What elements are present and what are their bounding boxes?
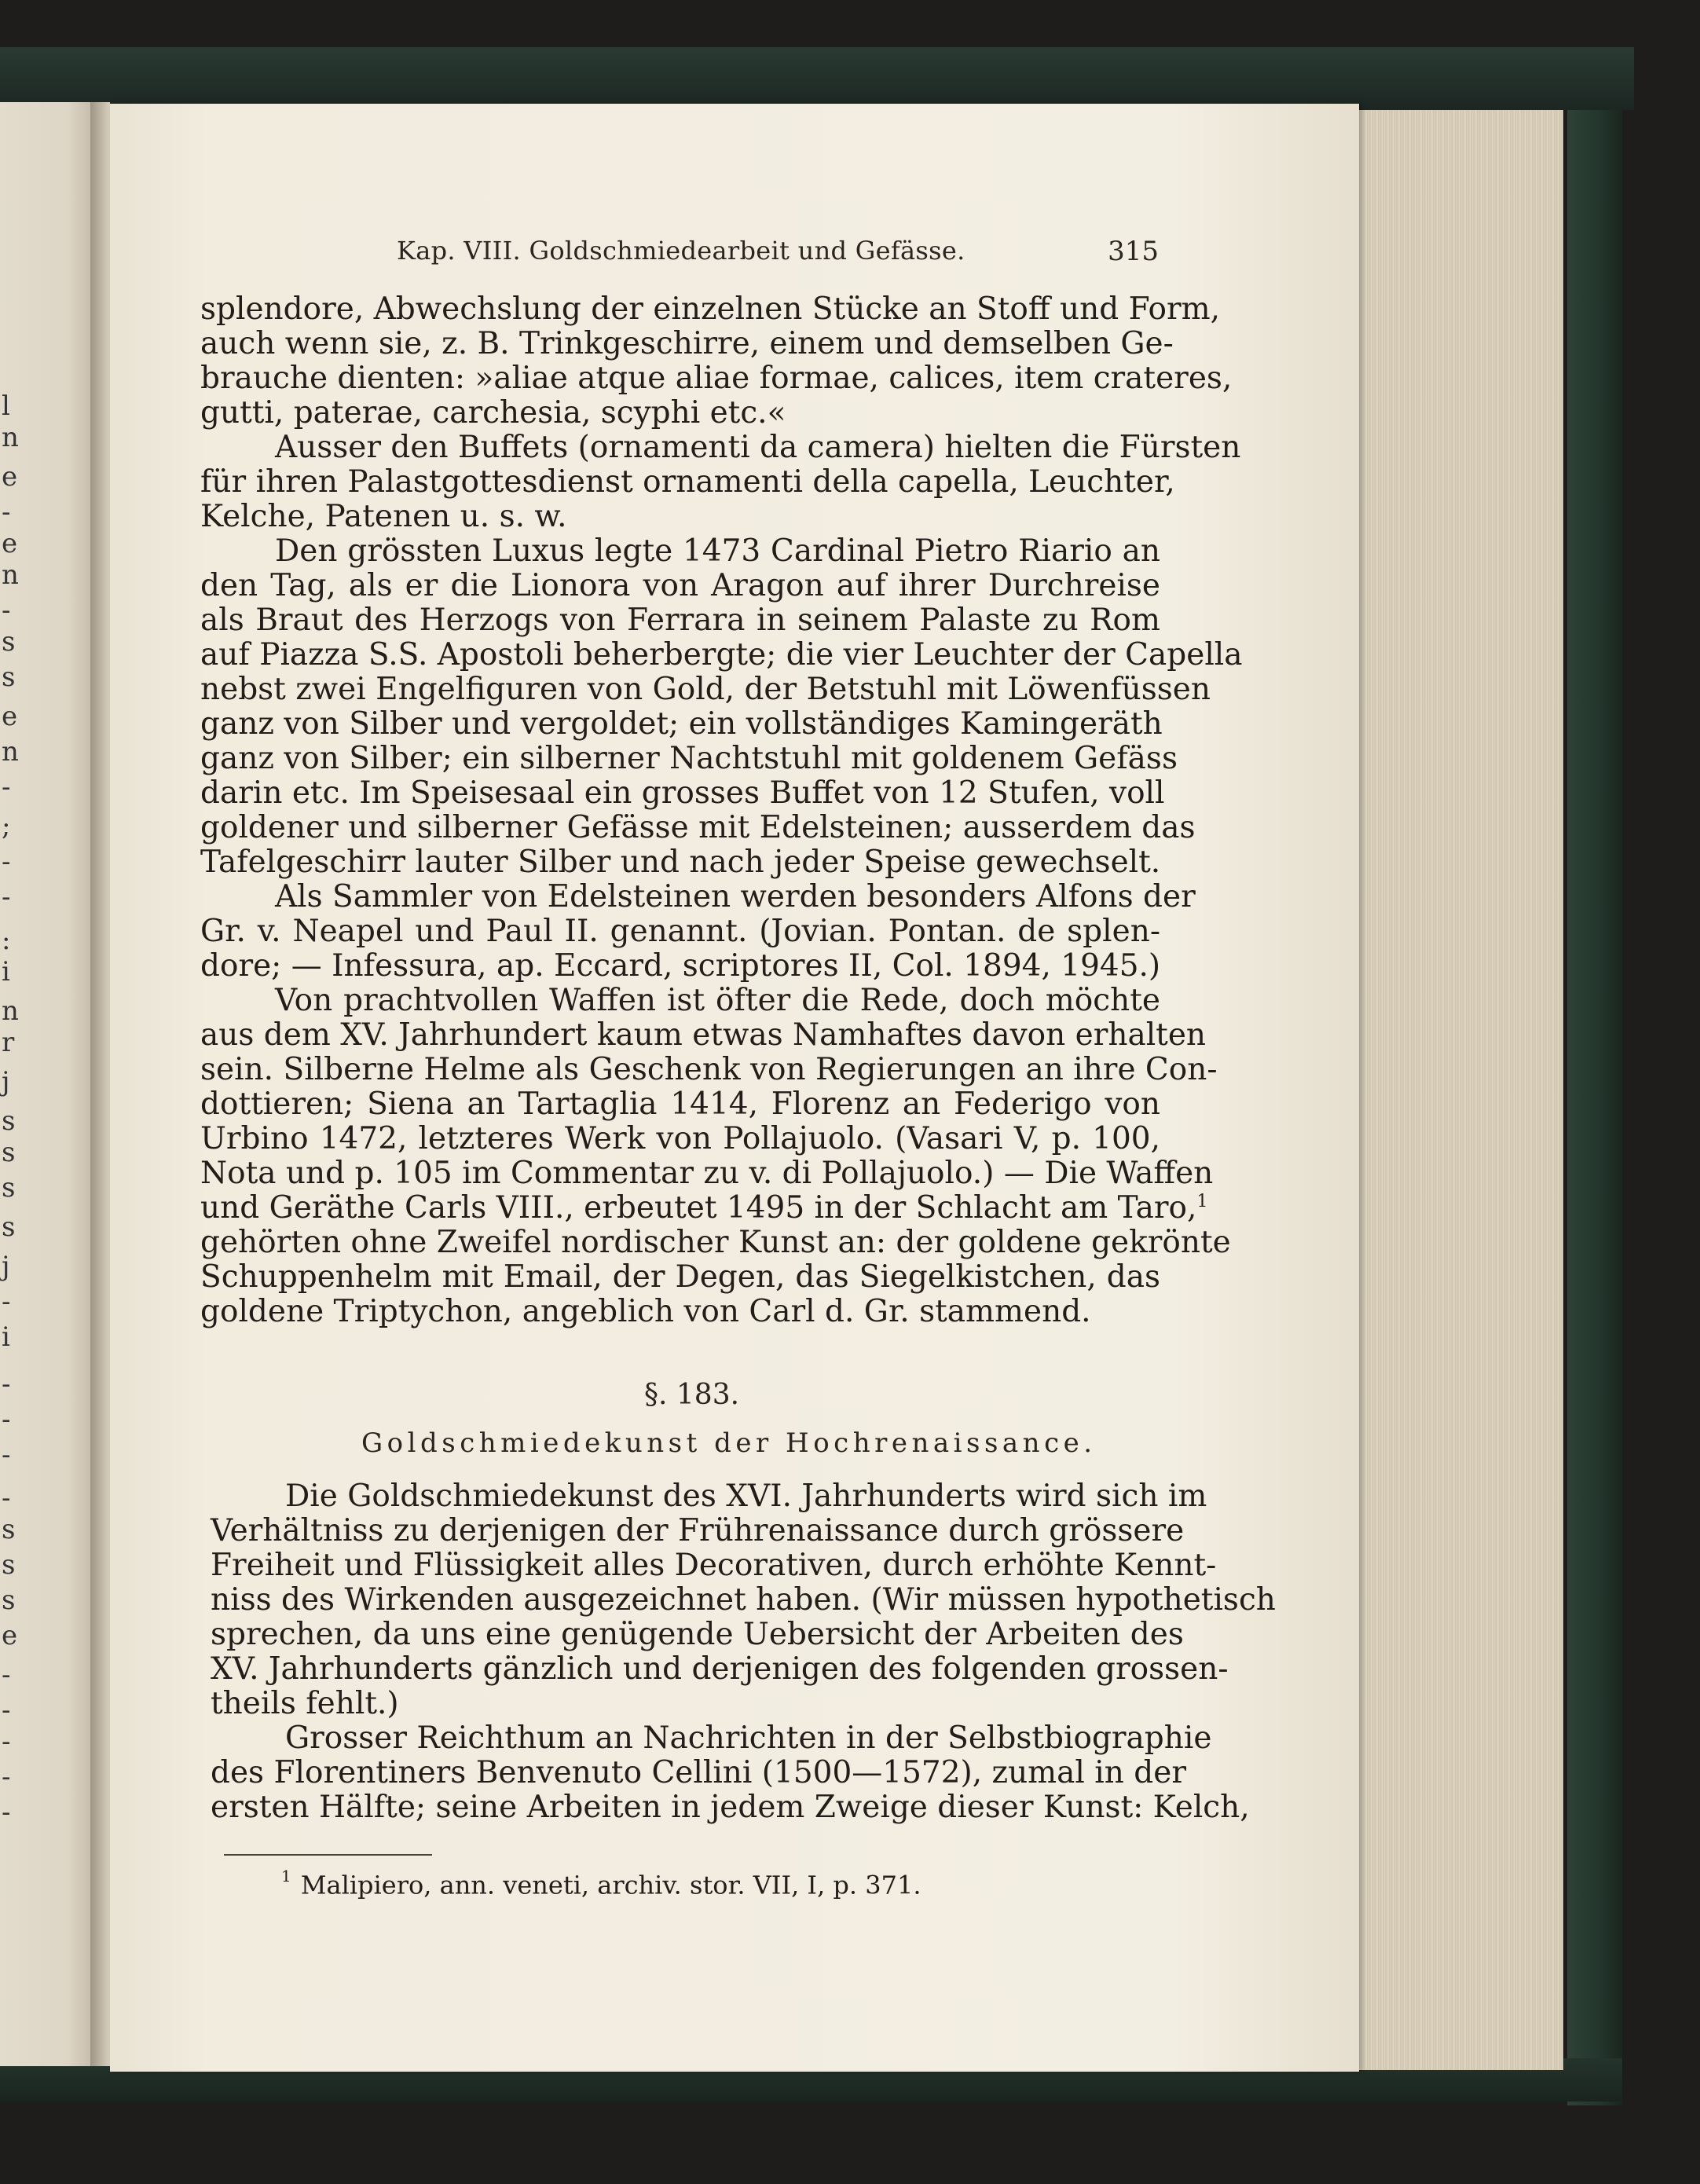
text-line-content: goldener und silberner Gefässe mit Edelsteinen; ausserdem das: [200, 810, 1196, 845]
text-line-content: Schuppenhelm mit Email, der Degen, das Siegelkistchen, das: [200, 1259, 1160, 1295]
text-line: [211, 1755, 1186, 1790]
margin-character: s: [2, 1105, 16, 1137]
text-line-content: des Florentiners Benvenuto Cellini (1500—1572), zumal in der: [211, 1755, 1186, 1790]
text-line: [200, 741, 1178, 776]
text-line: [200, 464, 1175, 500]
text-line: [211, 1548, 1217, 1583]
text-line: [211, 1651, 1229, 1687]
text-line: [200, 1156, 1214, 1191]
text-line-content: den Tag, als er die Lionora von Aragon auf ihrer Durchreise: [200, 568, 1160, 603]
margin-character: n: [2, 736, 19, 768]
text-line: [211, 1513, 1185, 1548]
margin-character: s: [2, 1514, 16, 1545]
margin-character: s: [2, 626, 16, 658]
text-line-content: Kelche, Patenen u. s. w.: [200, 499, 567, 534]
footnote-rule: [224, 1854, 432, 1856]
text-line: [200, 706, 1163, 742]
text-line: [200, 1260, 1160, 1295]
text-line: [200, 1190, 1208, 1226]
text-line-content: niss des Wirkenden ausgezeichnet haben. (Wir müssen hypothetisch: [211, 1582, 1276, 1618]
margin-character: s: [2, 661, 16, 693]
footnote-text: Malipiero, ann. veneti, archiv. stor. VII, I, p. 371.: [300, 1870, 921, 1900]
text-line: [200, 500, 1160, 534]
margin-character: j: [2, 1251, 10, 1282]
margin-character: -: [2, 1726, 11, 1757]
text-line-content: sprechen, da uns eine genügende Uebersicht der Arbeiten des: [211, 1617, 1184, 1652]
running-header: [283, 236, 1159, 271]
margin-character: e: [2, 1620, 18, 1651]
text-line-content: ganz von Silber; ein silberner Nachtstuhl mit goldenem Gefäss: [200, 741, 1178, 776]
text-line-content: nebst zwei Engelfiguren von Gold, der Betstuhl mit Löwenfüssen: [200, 672, 1211, 707]
margin-character: -: [2, 1482, 11, 1514]
text-line-content: Den grössten Luxus legte 1473 Cardinal Pietro Riario an: [275, 533, 1160, 569]
text-line-content: dore; — Infessura, ap. Eccard, scriptores II, Col. 1894, 1945.): [200, 948, 1161, 984]
text-line: [200, 672, 1211, 707]
section-title: Goldschmiedekunst der Hochrenaissance.: [361, 1427, 1097, 1459]
text-line: [200, 569, 1160, 603]
text-line: [200, 914, 1160, 949]
text-line: [200, 1052, 1218, 1087]
margin-character: :: [2, 925, 11, 956]
text-line-content: goldene Triptychon, angeblich von Carl d. Gr. stammend.: [200, 1294, 1091, 1329]
body-text-block-1: [200, 291, 1243, 1329]
margin-character: -: [2, 1659, 11, 1691]
text-line-content: Nota und p. 105 im Commentar zu v. di Pollajuolo.) — Die Waffen: [200, 1156, 1214, 1191]
left-page-edge: [0, 102, 90, 2066]
text-line: [200, 1122, 1160, 1156]
margin-character: e: [2, 701, 18, 732]
text-line-content: als Braut des Herzogs von Ferrara in seinem Palaste zu Rom: [200, 603, 1160, 638]
running-title: Kap. VIII. Goldschmiedearbeit und Gefässe.: [397, 236, 965, 266]
margin-character: -: [2, 1695, 11, 1726]
text-line-content: darin etc. Im Speisesaal ein grosses Buffet von 12 Stufen, voll: [200, 775, 1165, 811]
text-line-content: gehörten ohne Zweifel nordischer Kunst an: der goldene gekrönte: [200, 1225, 1231, 1260]
text-line-content: Grosser Reichthum an Nachrichten in der Selbstbiographie: [285, 1720, 1212, 1756]
text-line-content: Gr. v. Neapel und Paul II. genannt. (Jovian. Pontan. de splen-: [200, 914, 1160, 949]
text-line: [200, 603, 1160, 638]
text-line-content: Als Sammler von Edelsteinen werden besonders Alfons der: [275, 879, 1196, 914]
margin-character: ;: [2, 811, 11, 842]
text-line-content: Urbino 1472, letzteres Werk von Pollajuolo. (Vasari V, p. 100,: [200, 1121, 1160, 1156]
text-line: [211, 1617, 1184, 1652]
text-line: [211, 1720, 1212, 1756]
section-number: §. 183.: [644, 1379, 740, 1411]
text-line: [200, 1225, 1231, 1260]
book-gutter: [90, 102, 110, 2066]
margin-character: s: [2, 1137, 16, 1168]
margin-character: -: [2, 1404, 11, 1435]
page-stack-edges: [1351, 110, 1563, 2070]
text-line: [200, 879, 1196, 914]
text-line: [200, 534, 1160, 569]
text-line-content: Von prachtvollen Waffen ist öfter die Rede, doch möchte: [275, 983, 1160, 1018]
book-cover-right: [1567, 110, 1622, 2105]
margin-character: -: [2, 1439, 11, 1471]
text-line-content: Ausser den Buffets (ornamenti da camera) hielten die Fürsten: [275, 430, 1241, 465]
text-line: [200, 637, 1243, 672]
text-line-content: dottieren; Siena an Tartaglia 1414, Florenz an Federigo von: [200, 1087, 1160, 1122]
text-line-content: ersten Hälfte; seine Arbeiten in jedem Zweige dieser Kunst: Kelch,: [211, 1790, 1250, 1825]
margin-character: -: [2, 1369, 11, 1400]
margin-character: l: [2, 390, 10, 422]
body-text-block-2: [211, 1479, 1276, 1825]
text-line: [211, 1582, 1276, 1618]
book-cover-top: [0, 47, 1634, 110]
text-line: [200, 326, 1174, 361]
text-line: [200, 810, 1196, 845]
margin-character: -: [2, 846, 11, 878]
text-line: [200, 1087, 1160, 1122]
text-line-content: brauche dienten: »aliae atque aliae formae, calices, item crateres,: [200, 361, 1233, 396]
margin-character: -: [2, 1286, 11, 1317]
text-line-content: aus dem XV. Jahrhundert kaum etwas Namhaftes davon erhalten: [200, 1017, 1207, 1053]
text-line-content: auf Piazza S.S. Apostoli beherbergte; die vier Leuchter der Capella: [200, 637, 1243, 672]
text-line-content: auch wenn sie, z. B. Trinkgeschirre, einem und demselben Ge-: [200, 326, 1174, 361]
text-line-content: Tafelgeschirr lauter Silber und nach jeder Speise gewechselt.: [200, 845, 1161, 880]
text-line: [200, 430, 1241, 465]
margin-character: -: [2, 1761, 11, 1793]
margin-character: -: [2, 881, 11, 913]
text-line-content: ganz von Silber und vergoldet; ein vollständiges Kamingeräth: [200, 706, 1163, 742]
margin-character: -: [2, 1797, 11, 1828]
text-line: [211, 1790, 1250, 1825]
margin-character: -: [2, 771, 11, 803]
text-line-content: theils fehlt.): [211, 1686, 399, 1721]
margin-character: n: [2, 422, 19, 453]
margin-character: r: [2, 1027, 15, 1058]
footnote-marker: 1: [281, 1867, 291, 1885]
page-number: 315: [1108, 236, 1159, 267]
text-line-content: für ihren Palastgottesdienst ornamenti della capella, Leuchter,: [200, 464, 1175, 500]
text-line: [200, 396, 1160, 431]
text-line: [200, 949, 1160, 984]
text-line: [200, 291, 1221, 327]
margin-character: e: [2, 528, 18, 559]
text-line-content: Freiheit und Flüssigkeit alles Decorativen, durch erhöhte Kennt-: [211, 1548, 1217, 1583]
text-line-content: Die Goldschmiedekunst des XVI. Jahrhunderts wird sich im: [285, 1479, 1207, 1514]
text-line: [200, 984, 1160, 1018]
footnote: [281, 1867, 921, 1900]
text-line: [200, 361, 1233, 396]
text-line: [211, 1687, 1171, 1721]
text-line-content: Verhältniss zu derjenigen der Frührenaissance durch grössere: [211, 1513, 1185, 1548]
margin-character: e: [2, 461, 18, 493]
footnote-reference: 1: [1196, 1192, 1208, 1211]
text-line-content: splendore, Abwechslung der einzelnen Stücke an Stoff und Form,: [200, 291, 1221, 327]
margin-character: i: [2, 956, 10, 988]
text-line: [200, 1295, 1160, 1329]
text-line-content: sein. Silberne Helme als Geschenk von Regierungen an ihre Con-: [200, 1052, 1218, 1087]
text-line: [200, 845, 1160, 880]
margin-character: i: [2, 1321, 10, 1353]
text-line-content: gutti, paterae, carchesia, scyphi etc.«: [200, 395, 786, 431]
margin-character: s: [2, 1172, 16, 1204]
margin-character: s: [2, 1585, 16, 1616]
margin-character: n: [2, 559, 19, 591]
margin-character: j: [2, 1066, 10, 1097]
text-line: [200, 1017, 1207, 1053]
text-line-content: XV. Jahrhunderts gänzlich und derjenigen des folgenden grossen-: [211, 1651, 1229, 1687]
margin-character: s: [2, 1211, 16, 1243]
text-line: [200, 775, 1165, 811]
margin-character: n: [2, 995, 19, 1027]
text-line-content: und Geräthe Carls VIII., erbeutet 1495 in der Schlacht am Taro,: [200, 1190, 1197, 1226]
margin-character: -: [2, 497, 11, 528]
margin-character: -: [2, 595, 11, 626]
text-line: [211, 1479, 1207, 1514]
margin-character: s: [2, 1549, 16, 1581]
